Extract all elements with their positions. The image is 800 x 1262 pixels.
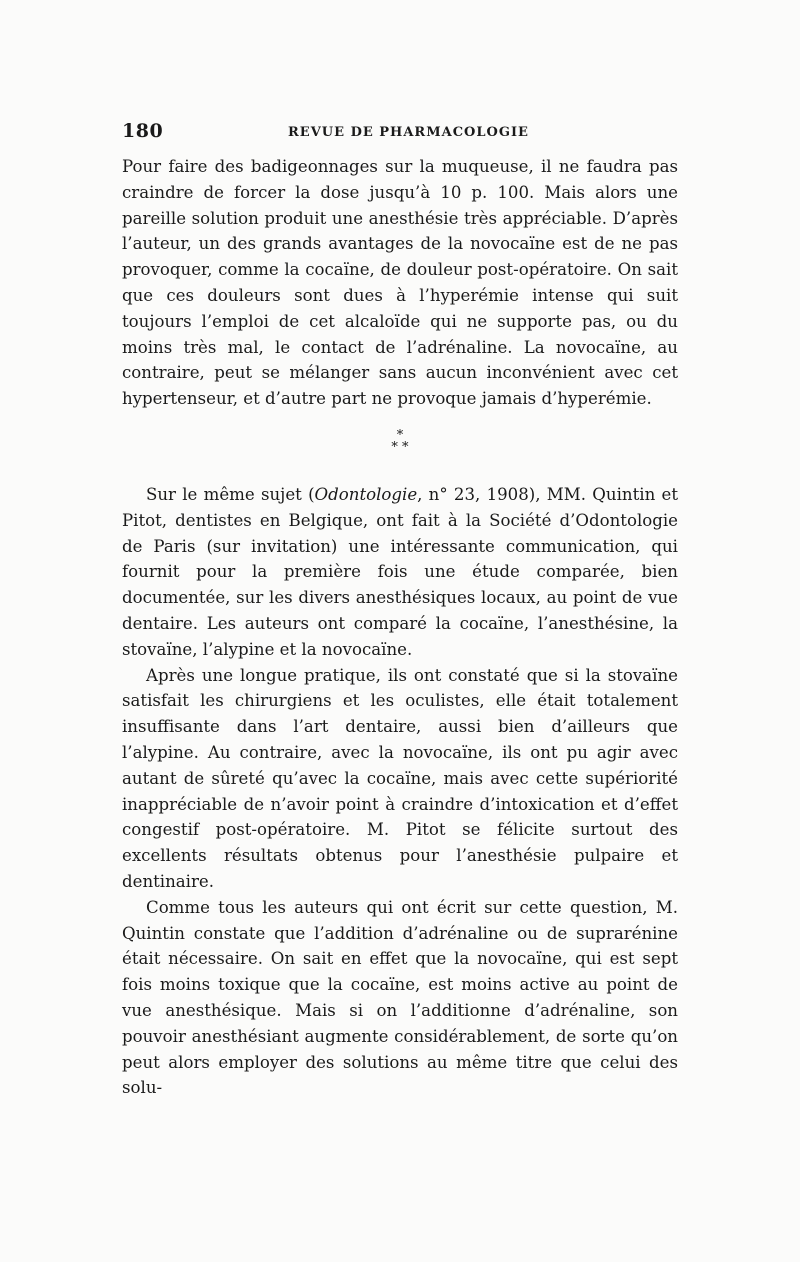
paragraph-odontologie-communication bbox=[122, 482, 678, 663]
page-header bbox=[122, 120, 678, 144]
paragraph-stovaine-comparison: Après une longue pratique, ils ont constaté que si la stovaïne satisfait les chirurgiens et les oculistes, elle était totalement insuffisante dans l’art dentaire, aussi bien d’ailleurs que l’alypine. Au contraire, avec la novocaïne, ils ont pu agir avec autant de sûreté qu’avec la cocaïne, mais avec cette supériorité inappréciable de n’avoir point à craindre d’intoxication et d’effet congestif post-opératoire. M. Pitot se félicite surtout des excellents résultats obtenus pour l’anesthésie pulpaire et dentinaire. bbox=[122, 665, 678, 891]
paragraph-segment: Sur le même sujet ( bbox=[146, 485, 315, 504]
body-text-bottom bbox=[122, 482, 678, 1101]
paragraph-novocaine-badigeonnages: Pour faire des badigeonnages sur la muqueuse, il ne faudra pas craindre de forcer la dose jusqu’à 10 p. 100. Mais alors une pareille solution produit une anesthésie très appréciable. D’après l’auteur, un des grands avantages de la novocaïne est de ne pas provoquer, comme la cocaïne, de douleur post-opératoire. On sait que ces douleurs sont dues à l’hyperémie intense qui suit toujours l’emploi de cet alcaloïde qui ne supporte pas, ou du moins très mal, le contact de l’adrénaline. La novocaïne, au contraire, peut se mélanger sans aucun inconvénient avec cet hypertenseur, et d’autre part ne provoque jamais d’hyperémie. bbox=[122, 157, 678, 409]
asterism-separator bbox=[360, 430, 440, 466]
page-number: 180 bbox=[122, 120, 164, 142]
paragraph-segment: , n° 23, 1908), MM. Quintin et Pitot, dentistes en Belgique, ont fait à la Société d’Odontologie de Paris (sur invitation) une intéressante communication, qui fournit pour la première fois une étude comparée, bien documentée, sur les divers anesthésiques locaux, au point de vue dentaire. Les auteurs ont comparé la cocaïne, l’anesthésine, la stovaïne, l’alypine et la novocaïne. bbox=[122, 485, 678, 659]
paragraph-adrenaline-addition: Comme tous les auteurs qui ont écrit sur cette question, M. Quintin constate que l’addition d’adrénaline ou de suprarénine était nécessaire. On sait en effet que la novocaïne, qui est sept fois moins toxique que la cocaïne, est moins active au point de vue anesthésique. Mais si on l’additionne d’adrénaline, son pouvoir anesthésiant augmente considérablement, de sorte qu’on peut alors employer des solutions au même titre que celui des solu- bbox=[122, 897, 678, 1098]
asterism-top-star: * bbox=[396, 428, 404, 443]
body-text-top bbox=[122, 154, 678, 412]
asterism-bottom-stars: * * bbox=[391, 440, 409, 455]
journal-title: Odontologie bbox=[314, 485, 418, 504]
running-title: REVUE DE PHARMACOLOGIE bbox=[288, 125, 529, 140]
